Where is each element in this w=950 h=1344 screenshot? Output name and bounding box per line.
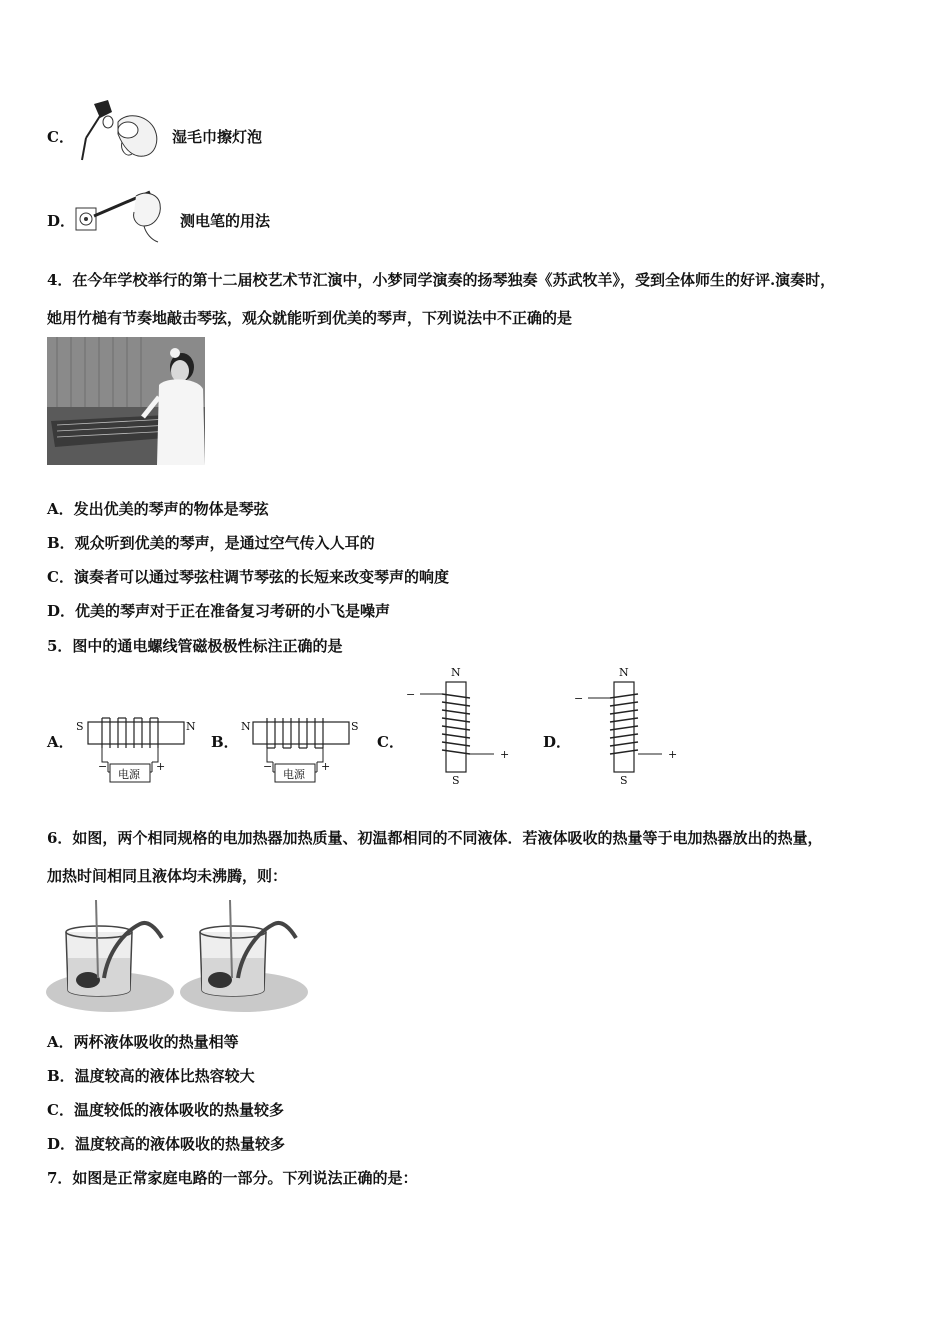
q5d-plus: +	[668, 748, 678, 761]
q5d-pole-bottom: S	[620, 774, 628, 787]
q5a-minus: −	[98, 760, 108, 773]
q5a-pole-right: N	[186, 720, 196, 733]
q6-stem-line2: 加热时间相同且液体均未沸腾，则：	[47, 867, 288, 885]
q4-option-c: C．演奏者可以通过琴弦柱调节琴弦的长短来改变琴声的响度	[47, 568, 449, 586]
q5b-minus: −	[263, 760, 273, 773]
q6-option-a: A．两杯液体吸收的热量相等	[47, 1033, 239, 1051]
yangqin-photo	[47, 337, 205, 465]
solenoid-c-diagram	[400, 664, 520, 789]
q5-option-c-letter: C．	[377, 733, 404, 751]
q6-stem-line1: 6．如图，两个相同规格的电加热器加热质量、初温都相同的不同液体．若液体吸收的热量等于电加热器放出的热量，	[47, 829, 823, 847]
lamp-towel-illustration	[72, 98, 167, 168]
two-beakers-heaters-photo	[44, 898, 314, 1016]
q3-option-c-text: 湿毛巾擦灯泡	[172, 128, 263, 146]
test-pen-illustration	[72, 186, 172, 246]
q5-option-b-letter: B．	[211, 733, 239, 751]
q5a-pole-left: S	[76, 720, 84, 733]
q5b-pole-left: N	[241, 720, 251, 733]
q6-option-c: C．温度较低的液体吸收的热量较多	[47, 1101, 284, 1119]
q5c-pole-bottom: S	[452, 774, 460, 787]
q5c-plus: +	[500, 748, 510, 761]
solenoid-d-diagram	[568, 664, 688, 789]
q5b-power-label: 电源	[283, 768, 305, 781]
q4-option-b: B．观众听到优美的琴声，是通过空气传入人耳的	[47, 534, 375, 552]
q3-option-d-text: 测电笔的用法	[180, 212, 271, 230]
q6-option-b: B．温度较高的液体比热容较大	[47, 1067, 255, 1085]
q7-stem: 7．如图是正常家庭电路的一部分。下列说法正确的是：	[47, 1169, 418, 1187]
q3-option-d-letter: D．	[47, 212, 76, 230]
q5d-minus: −	[574, 692, 584, 705]
q5-stem: 5．图中的通电螺线管磁极极性标注正确的是	[47, 637, 343, 655]
q5-option-d-letter: D．	[543, 733, 572, 751]
q5a-plus: +	[156, 760, 166, 773]
q6-option-d: D．温度较高的液体吸收的热量较多	[47, 1135, 286, 1153]
q5d-pole-top: N	[619, 666, 629, 679]
q4-stem-line2: 她用竹槌有节奏地敲击琴弦，观众就能听到优美的琴声，下列说法中不正确的是	[47, 309, 573, 327]
solenoid-a-diagram	[72, 712, 200, 787]
q5c-minus: −	[406, 688, 416, 701]
q5-option-a-letter: A．	[47, 733, 74, 751]
q5b-pole-right: S	[351, 720, 359, 733]
q5a-power-label: 电源	[118, 768, 140, 781]
q5c-pole-top: N	[451, 666, 461, 679]
q3-option-c-letter: C．	[47, 128, 74, 146]
q4-option-a: A．发出优美的琴声的物体是琴弦	[47, 500, 269, 518]
q4-stem-line1: 4．在今年学校举行的第十二届校艺术节汇演中，小梦同学演奏的扬琴独奏《苏武牧羊》，受到全体师生的好评.演奏时，	[47, 271, 836, 289]
q5b-plus: +	[321, 760, 331, 773]
solenoid-b-diagram	[237, 712, 365, 787]
q4-option-d: D．优美的琴声对于正在准备复习考研的小飞是噪声	[47, 602, 391, 620]
